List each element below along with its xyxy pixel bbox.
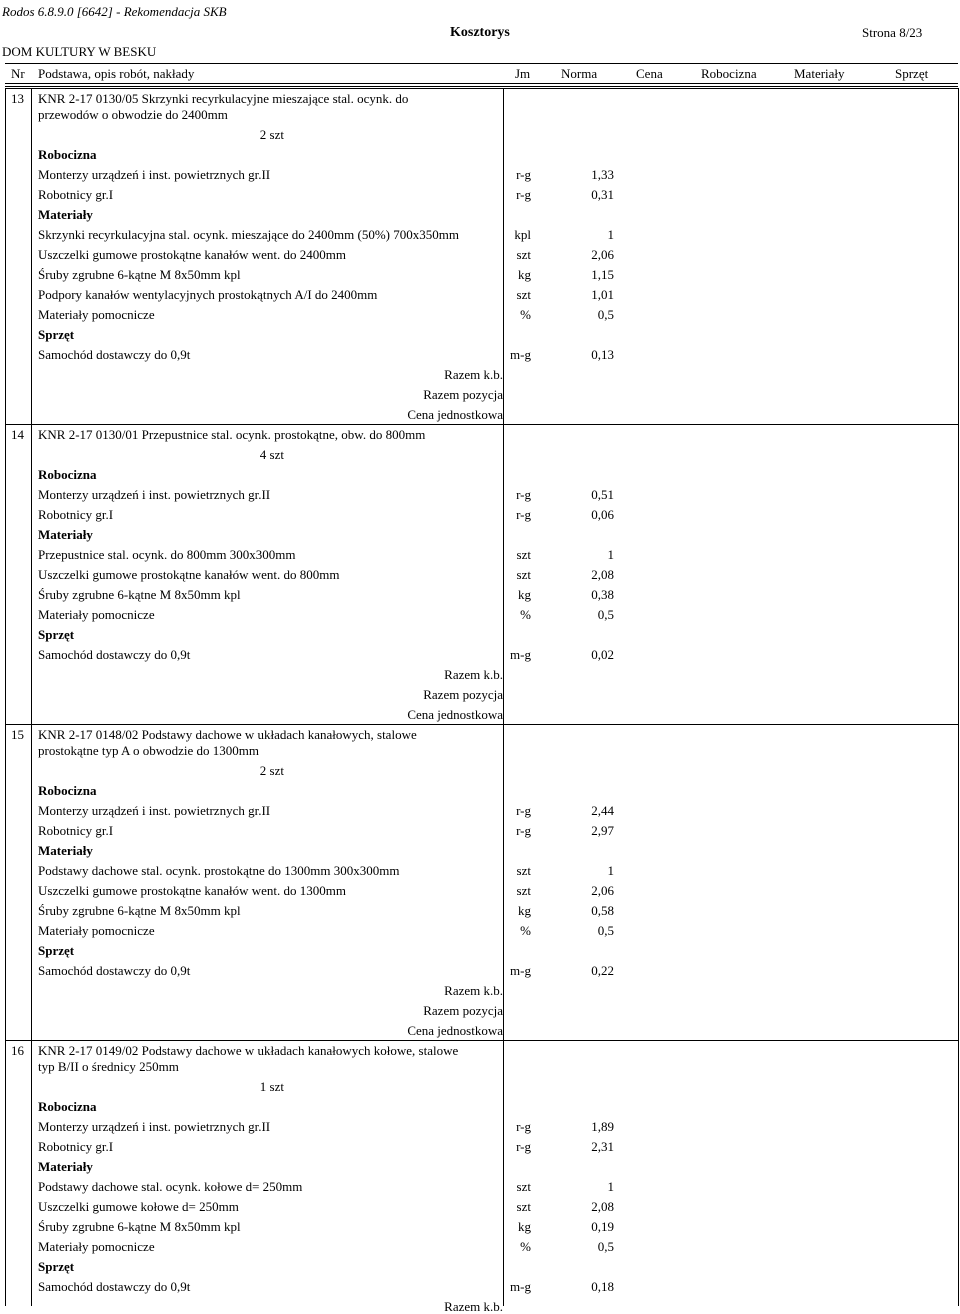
resource-name: Samochód dostawczy do 0,9t: [38, 963, 191, 978]
resource-name: Śruby zgrubne 6-kątne M 8x50mm kpl: [38, 903, 241, 918]
razem-kb-label: Razem k.b.: [444, 983, 503, 998]
resource-norm: 1,33: [591, 167, 614, 182]
resource-unit: szt: [516, 883, 531, 898]
column-jm: Jm: [515, 66, 531, 81]
resource-unit: szt: [516, 287, 531, 302]
resource-name: Uszczelki gumowe prostokątne kanałów went. do 1300mm: [38, 883, 346, 898]
resource-unit: m-g: [510, 347, 531, 362]
resource-unit: %: [520, 607, 531, 622]
resource-norm: 1: [607, 1179, 614, 1194]
resource-norm: 0,06: [591, 507, 614, 522]
resource-unit: szt: [516, 567, 531, 582]
resource-norm: 0,58: [591, 903, 614, 918]
header-top-rule: [5, 63, 958, 64]
resource-name: Robotnicy gr.I: [38, 187, 114, 202]
nr-column-border: [31, 1040, 32, 1306]
item-quantity: 2 szt: [259, 763, 284, 778]
item-basis-description: KNR 2-17 0130/05 Skrzynki recyrkulacyjne mieszające stal. ocynk. do: [38, 91, 409, 106]
resource-norm: 0,22: [591, 963, 614, 978]
resource-norm: 2,44: [591, 803, 614, 818]
description-column-border: [503, 88, 504, 424]
razem-kb-label: Razem k.b.: [444, 1299, 503, 1314]
resource-norm: 1,01: [591, 287, 614, 302]
cena-jednostkowa-label: Cena jednostkowa: [407, 707, 503, 722]
resource-norm: 0,5: [597, 307, 614, 322]
resource-name: Monterzy urządzeń i inst. powietrznych gr.II: [38, 803, 271, 818]
item-separator: [5, 1040, 958, 1041]
resource-unit: kg: [518, 267, 531, 282]
item-separator: [5, 88, 958, 89]
section-label-materialy: Materiały: [38, 527, 93, 542]
table-left-border: [5, 424, 6, 724]
section-label-sprzet: Sprzęt: [38, 1259, 75, 1274]
resource-norm: 0,18: [591, 1279, 614, 1294]
resource-norm: 2,97: [591, 823, 614, 838]
razem-kb-label: Razem k.b.: [444, 367, 503, 382]
table-left-border: [5, 88, 6, 424]
column-nr: Nr: [11, 66, 25, 81]
column-norma: Norma: [561, 66, 598, 81]
resource-norm: 1: [607, 863, 614, 878]
resource-norm: 0,5: [597, 1239, 614, 1254]
column-sprzet: Sprzęt: [895, 66, 929, 81]
resource-name: Samochód dostawczy do 0,9t: [38, 347, 191, 362]
item-number: 15: [11, 727, 24, 742]
resource-norm: 2,08: [591, 567, 614, 582]
resource-unit: %: [520, 1239, 531, 1254]
resource-norm: 1: [607, 227, 614, 242]
resource-name: Samochód dostawczy do 0,9t: [38, 647, 191, 662]
resource-norm: 2,06: [591, 247, 614, 262]
section-label-materialy: Materiały: [38, 843, 93, 858]
item-basis-description: KNR 2-17 0149/02 Podstawy dachowe w układach kanałowych kołowe, stalowe: [38, 1043, 459, 1058]
resource-norm: 0,31: [591, 187, 614, 202]
resource-name: Materiały pomocnicze: [38, 1239, 155, 1254]
resource-unit: %: [520, 307, 531, 322]
item-basis-description-cont: typ B/II o średnicy 250mm: [38, 1059, 179, 1074]
resource-name: Śruby zgrubne 6-kątne M 8x50mm kpl: [38, 587, 241, 602]
resource-name: Uszczelki gumowe kołowe d= 250mm: [38, 1199, 239, 1214]
section-label-robocizna: Robocizna: [38, 467, 97, 482]
resource-unit: r-g: [516, 1139, 531, 1154]
resource-unit: r-g: [516, 187, 531, 202]
resource-unit: m-g: [510, 647, 531, 662]
resource-name: Monterzy urządzeń i inst. powietrznych gr.II: [38, 1119, 271, 1134]
description-column-border: [503, 1040, 504, 1306]
resource-unit: r-g: [516, 1119, 531, 1134]
resource-unit: szt: [516, 1199, 531, 1214]
resource-name: Monterzy urządzeń i inst. powietrznych gr.II: [38, 167, 271, 182]
resource-name: Śruby zgrubne 6-kątne M 8x50mm kpl: [38, 1219, 241, 1234]
resource-name: Skrzynki recyrkulacyjna stal. ocynk. mieszające do 2400mm (50%) 700x350mm: [38, 227, 459, 242]
resource-name: Materiały pomocnicze: [38, 607, 155, 622]
razem-pozycja-label: Razem pozycja: [423, 1003, 503, 1018]
section-label-materialy: Materiały: [38, 1159, 93, 1174]
description-column-border: [503, 424, 504, 724]
resource-name: Materiały pomocnicze: [38, 307, 155, 322]
resource-unit: r-g: [516, 823, 531, 838]
nr-column-border: [31, 88, 32, 424]
section-label-sprzet: Sprzęt: [38, 943, 75, 958]
column-robocizna: Robocizna: [701, 66, 757, 81]
client-name: DOM KULTURY W BESKU: [2, 44, 157, 59]
item-quantity: 2 szt: [259, 127, 284, 142]
item-quantity: 4 szt: [259, 447, 284, 462]
item-quantity: 1 szt: [259, 1079, 284, 1094]
resource-name: Podstawy dachowe stal. ocynk. prostokątne do 1300mm 300x300mm: [38, 863, 400, 878]
table-right-border: [958, 724, 959, 1040]
header-bottom-rule: [5, 83, 958, 84]
item-separator: [5, 724, 958, 725]
resource-name: Robotnicy gr.I: [38, 823, 114, 838]
table-right-border: [958, 424, 959, 724]
column-cena: Cena: [636, 66, 663, 81]
document-title: Kosztorys: [450, 25, 510, 40]
item-basis-description-cont: prostokątne typ A o obwodzie do 1300mm: [38, 743, 259, 758]
resource-name: Robotnicy gr.I: [38, 507, 114, 522]
resource-unit: r-g: [516, 167, 531, 182]
razem-pozycja-label: Razem pozycja: [423, 687, 503, 702]
resource-norm: 1: [607, 547, 614, 562]
page-number: Strona 8/23: [862, 25, 923, 40]
resource-norm: 0,51: [591, 487, 614, 502]
resource-name: Robotnicy gr.I: [38, 1139, 114, 1154]
column-description: Podstawa, opis robót, nakłady: [38, 66, 195, 81]
resource-norm: 0,02: [591, 647, 614, 662]
nr-column-border: [31, 424, 32, 724]
resource-name: Uszczelki gumowe prostokątne kanałów went. do 2400mm: [38, 247, 346, 262]
resource-unit: r-g: [516, 487, 531, 502]
resource-norm: 0,5: [597, 607, 614, 622]
resource-unit: %: [520, 923, 531, 938]
item-basis-description: KNR 2-17 0130/01 Przepustnice stal. ocynk. prostokątne, obw. do 800mm: [38, 427, 426, 442]
table-right-border: [958, 1040, 959, 1306]
resource-unit: kg: [518, 1219, 531, 1234]
table-left-border: [5, 1040, 6, 1306]
header-double-rule: [5, 86, 958, 87]
program-name: Rodos 6.8.9.0 [6642] - Rekomendacja SKB: [2, 4, 227, 19]
table-right-border: [958, 88, 959, 424]
resource-unit: kg: [518, 903, 531, 918]
resource-norm: 1,15: [591, 267, 614, 282]
resource-name: Podstawy dachowe stal. ocynk. kołowe d= 250mm: [38, 1179, 303, 1194]
resource-name: Podpory kanałów wentylacyjnych prostokątnych A/I do 2400mm: [38, 287, 378, 302]
table-left-border: [5, 724, 6, 1040]
item-number: 13: [11, 91, 24, 106]
nr-column-border: [31, 724, 32, 1040]
resource-unit: szt: [516, 863, 531, 878]
resource-unit: szt: [516, 547, 531, 562]
cena-jednostkowa-label: Cena jednostkowa: [407, 1023, 503, 1038]
section-label-robocizna: Robocizna: [38, 1099, 97, 1114]
resource-norm: 2,08: [591, 1199, 614, 1214]
resource-unit: szt: [516, 1179, 531, 1194]
item-number: 16: [11, 1043, 24, 1058]
section-label-sprzet: Sprzęt: [38, 327, 75, 342]
resource-unit: szt: [516, 247, 531, 262]
column-materialy: Materiały: [794, 66, 845, 81]
resource-norm: 0,19: [591, 1219, 614, 1234]
item-basis-description: KNR 2-17 0148/02 Podstawy dachowe w układach kanałowych, stalowe: [38, 727, 417, 742]
section-label-robocizna: Robocizna: [38, 783, 97, 798]
resource-name: Przepustnice stal. ocynk. do 800mm 300x300mm: [38, 547, 296, 562]
razem-kb-label: Razem k.b.: [444, 667, 503, 682]
description-column-border: [503, 724, 504, 1040]
resource-name: Materiały pomocnicze: [38, 923, 155, 938]
resource-name: Śruby zgrubne 6-kątne M 8x50mm kpl: [38, 267, 241, 282]
item-separator: [5, 424, 958, 425]
section-label-robocizna: Robocizna: [38, 147, 97, 162]
resource-norm: 2,31: [591, 1139, 614, 1154]
resource-norm: 0,13: [591, 347, 614, 362]
resource-unit: m-g: [510, 963, 531, 978]
section-label-sprzet: Sprzęt: [38, 627, 75, 642]
resource-unit: kg: [518, 587, 531, 602]
resource-norm: 2,06: [591, 883, 614, 898]
resource-norm: 0,38: [591, 587, 614, 602]
resource-unit: r-g: [516, 803, 531, 818]
cena-jednostkowa-label: Cena jednostkowa: [407, 407, 503, 422]
resource-unit: m-g: [510, 1279, 531, 1294]
section-label-materialy: Materiały: [38, 207, 93, 222]
resource-norm: 1,89: [591, 1119, 614, 1134]
razem-pozycja-label: Razem pozycja: [423, 387, 503, 402]
resource-name: Uszczelki gumowe prostokątne kanałów went. do 800mm: [38, 567, 340, 582]
resource-name: Samochód dostawczy do 0,9t: [38, 1279, 191, 1294]
resource-norm: 0,5: [597, 923, 614, 938]
resource-unit: r-g: [516, 507, 531, 522]
resource-name: Monterzy urządzeń i inst. powietrznych gr.II: [38, 487, 271, 502]
resource-unit: kpl: [514, 227, 531, 242]
item-number: 14: [11, 427, 24, 442]
item-basis-description-cont: przewodów o obwodzie do 2400mm: [38, 107, 228, 122]
